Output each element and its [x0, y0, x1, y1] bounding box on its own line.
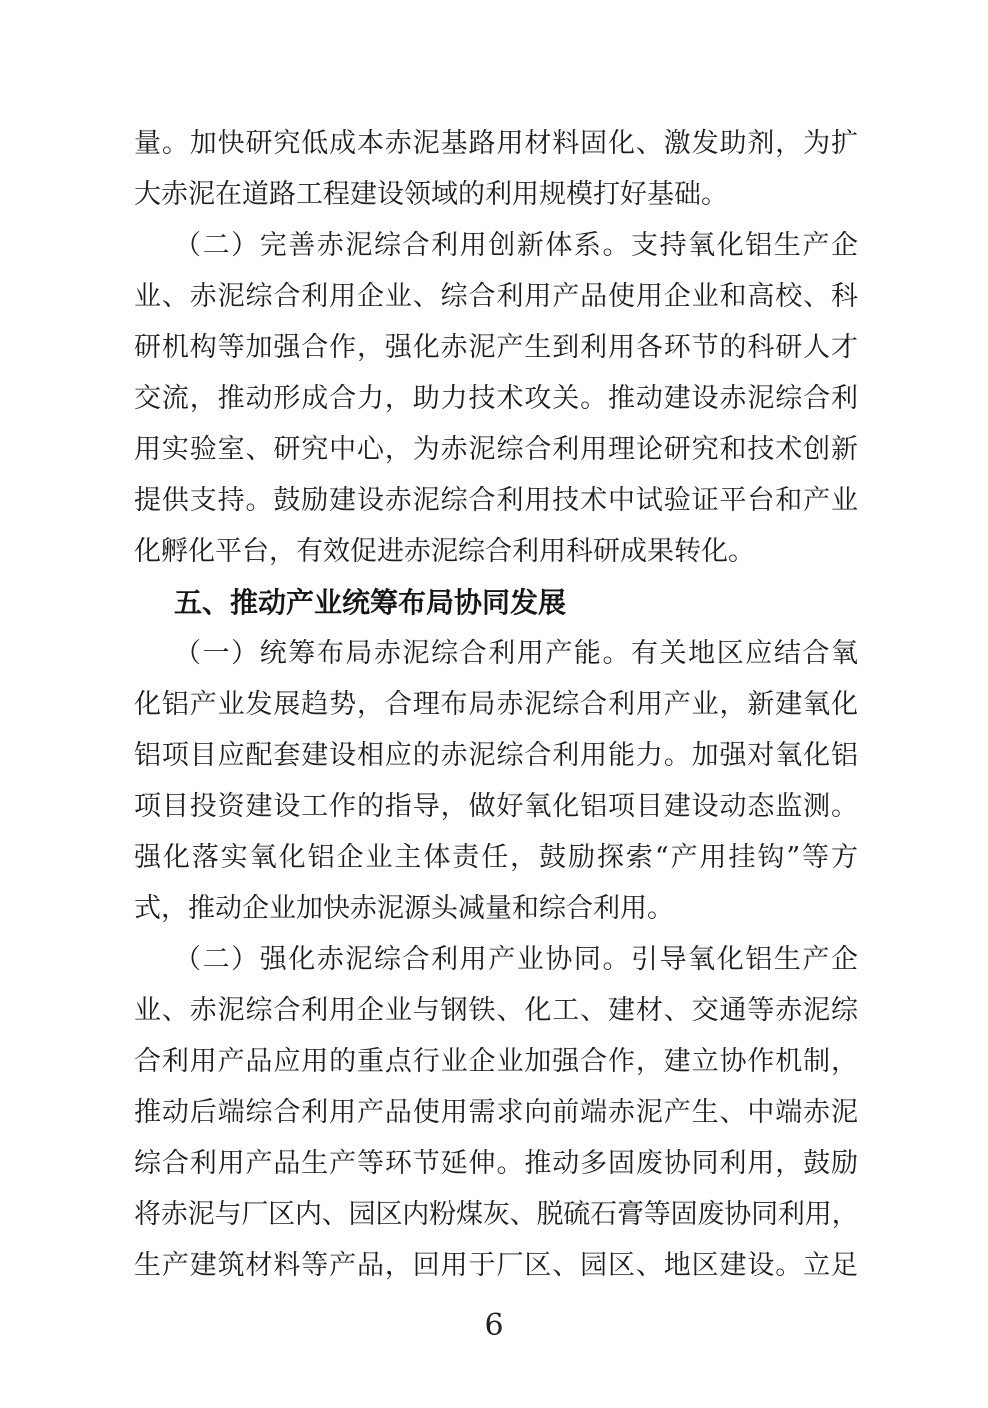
text-line: 将赤泥与厂区内、园区内粉煤灰、脱硫石膏等固废协同利用， [134, 1199, 858, 1230]
text-line: 提供支持。鼓励建设赤泥综合利用技术中试验证平台和产业 [134, 485, 858, 516]
text-line: 化孵化平台，有效促进赤泥综合利用科研成果转化。 [134, 536, 755, 567]
text-line: （一）统筹布局赤泥综合利用产能。有关地区应结合氧 [174, 638, 858, 669]
text-line: 业、赤泥综合利用企业与钢铁、化工、建材、交通等赤泥综 [134, 995, 858, 1026]
text-line: 研机构等加强合作，强化赤泥产生到利用各环节的科研人才 [134, 332, 858, 363]
text-line: 交流，推动形成合力，助力技术攻关。推动建设赤泥综合利 [134, 383, 858, 414]
text-line: 推动后端综合利用产品使用需求向前端赤泥产生、中端赤泥 [134, 1097, 858, 1128]
text-line: 量。加快研究低成本赤泥基路用材料固化、激发助剂，为扩 [134, 128, 858, 159]
text-line: 大赤泥在道路工程建设领域的利用规模打好基础。 [134, 179, 728, 210]
section-heading: 五、推动产业统筹布局协同发展 [174, 586, 567, 619]
text-line: 生产建筑材料等产品，回用于厂区、园区、地区建设。立足 [134, 1250, 858, 1281]
text-line: 业、赤泥综合利用企业、综合利用产品使用企业和高校、科 [134, 281, 858, 312]
text-line: 用实验室、研究中心，为赤泥综合利用理论研究和技术创新 [134, 434, 858, 465]
page-number: 6 [484, 1308, 504, 1343]
text-line: （二）完善赤泥综合利用创新体系。支持氧化铝生产企 [174, 230, 858, 261]
text-line: 项目投资建设工作的指导，做好氧化铝项目建设动态监测。 [134, 791, 858, 822]
text-line: 强化落实氧化铝企业主体责任，鼓励探索“产用挂钩”等方 [134, 842, 858, 873]
text-line: 合利用产品应用的重点行业企业加强合作，建立协作机制， [134, 1046, 858, 1077]
text-line: 式，推动企业加快赤泥源头减量和综合利用。 [134, 893, 674, 924]
text-line: 综合利用产品生产等环节延伸。推动多固废协同利用，鼓励 [134, 1148, 858, 1179]
text-line: 化铝产业发展趋势，合理布局赤泥综合利用产业，新建氧化 [134, 689, 858, 720]
text-line: 铝项目应配套建设相应的赤泥综合利用能力。加强对氧化铝 [134, 740, 858, 771]
document-body [134, 118, 858, 1291]
text-line: （二）强化赤泥综合利用产业协同。引导氧化铝生产企 [174, 944, 858, 975]
